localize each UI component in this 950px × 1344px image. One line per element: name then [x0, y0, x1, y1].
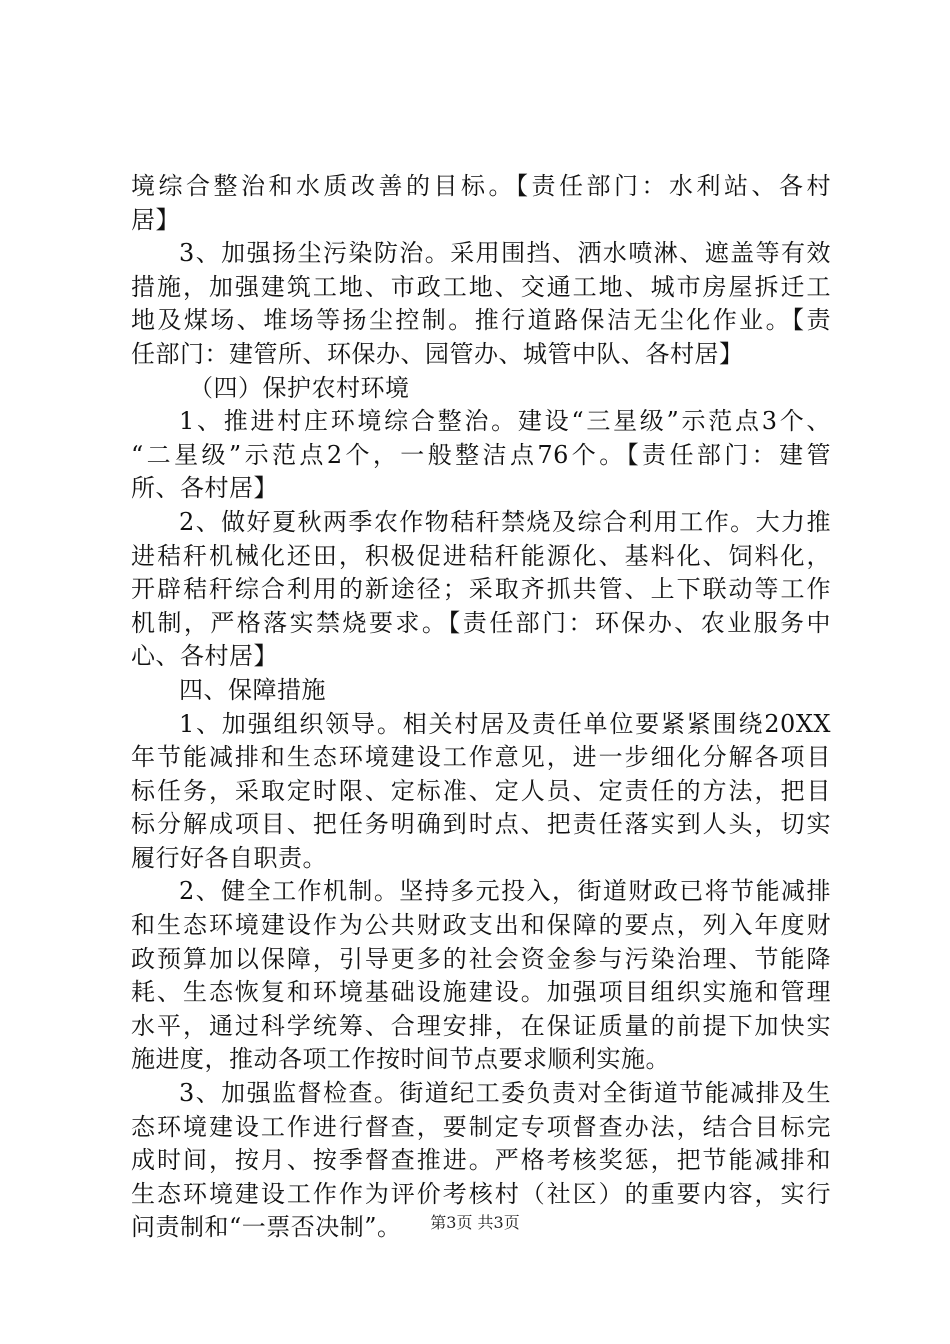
text-line: 居】 [131, 205, 180, 234]
text-line: 生态环境建设工作作为评价考核村（社区）的重要内容，实行 [131, 1179, 831, 1208]
text-line: 心、各村居】 [131, 642, 278, 671]
text-line: 2、健全工作机制。坚持多元投入，街道财政已将节能减排 [179, 877, 831, 906]
document-body [131, 170, 831, 1245]
text-line: 所、各村居】 [131, 474, 278, 503]
paragraph [131, 506, 831, 674]
text-line: 3、加强扬尘污染防治。采用围挡、洒水喷淋、遮盖等有效 [179, 239, 831, 268]
text-line: 水平，通过科学统筹、合理安排，在保证质量的前提下加快实 [131, 1011, 831, 1040]
text-line: 任部门：建管所、环保办、园管办、城管中队、各村居】 [131, 339, 744, 368]
text-line: 耗、生态恢复和环境基础设施建设。加强项目组织实施和管理 [131, 978, 831, 1007]
text-line: 2、做好夏秋两季农作物秸秆禁烧及综合利用工作。大力推 [179, 507, 831, 536]
text-line: 境综合整治和水质改善的目标。【责任部门：水利站、各村 [131, 172, 831, 200]
text-line: 标任务，采取定时限、定标准、定人员、定责任的方法，把目 [131, 776, 831, 805]
text-line: 施进度，推动各项工作按时间节点要求顺利实施。 [131, 1045, 670, 1074]
text-line: 标分解成项目、把任务明确到时点、把责任落实到人头，切实 [131, 810, 831, 839]
paragraph [131, 372, 831, 406]
page-footer: 第3页 共3页 [430, 1213, 520, 1232]
text-line: 1、加强组织领导。相关村居及责任单位要紧紧围绕20XX [179, 709, 831, 738]
paragraph [131, 708, 831, 876]
text-line: 年节能减排和生态环境建设工作意见，进一步细化分解各项目 [131, 743, 831, 772]
paragraph [131, 170, 831, 237]
paragraph [131, 237, 831, 371]
text-line: 履行好各自职责。 [131, 843, 327, 872]
text-line: （四）保护农村环境 [189, 373, 410, 402]
text-line: “二星级”示范点2个，一般整洁点76个。【责任部门：建管 [131, 440, 831, 469]
paragraph [131, 875, 831, 1077]
text-line: 进秸秆机械化还田，积极促进秸秆能源化、基料化、饲料化， [131, 541, 831, 570]
paragraph [131, 405, 831, 506]
paragraph [131, 674, 831, 708]
text-line: 地及煤场、堆场等扬尘控制。推行道路保洁无尘化作业。【责 [131, 306, 831, 335]
text-line: 态环境建设工作进行督查，要制定专项督查办法，结合目标完 [131, 1112, 831, 1141]
text-line: 开辟秸秆综合利用的新途径；采取齐抓共管、上下联动等工作 [131, 575, 831, 604]
text-line: 四、保障措施 [179, 675, 326, 704]
text-line: 3、加强监督检查。街道纪工委负责对全街道节能减排及生 [179, 1079, 831, 1108]
text-line: 和生态环境建设作为公共财政支出和保障的要点，列入年度财 [131, 911, 831, 940]
text-line: 措施，加强建筑工地、市政工地、交通工地、城市房屋拆迁工 [131, 272, 831, 301]
text-line: 成时间，按月、按季督查推进。严格考核奖惩，把节能减排和 [131, 1146, 831, 1175]
text-line: 政预算加以保障，引导更多的社会资金参与污染治理、节能降 [131, 944, 831, 973]
text-line: 问责制和“一票否决制”。 [131, 1213, 402, 1242]
text-line: 1、推进村庄环境综合整治。建设“三星级”示范点3个、 [179, 407, 831, 436]
text-line: 机制，严格落实禁烧要求。【责任部门：环保办、农业服务中 [131, 608, 831, 637]
